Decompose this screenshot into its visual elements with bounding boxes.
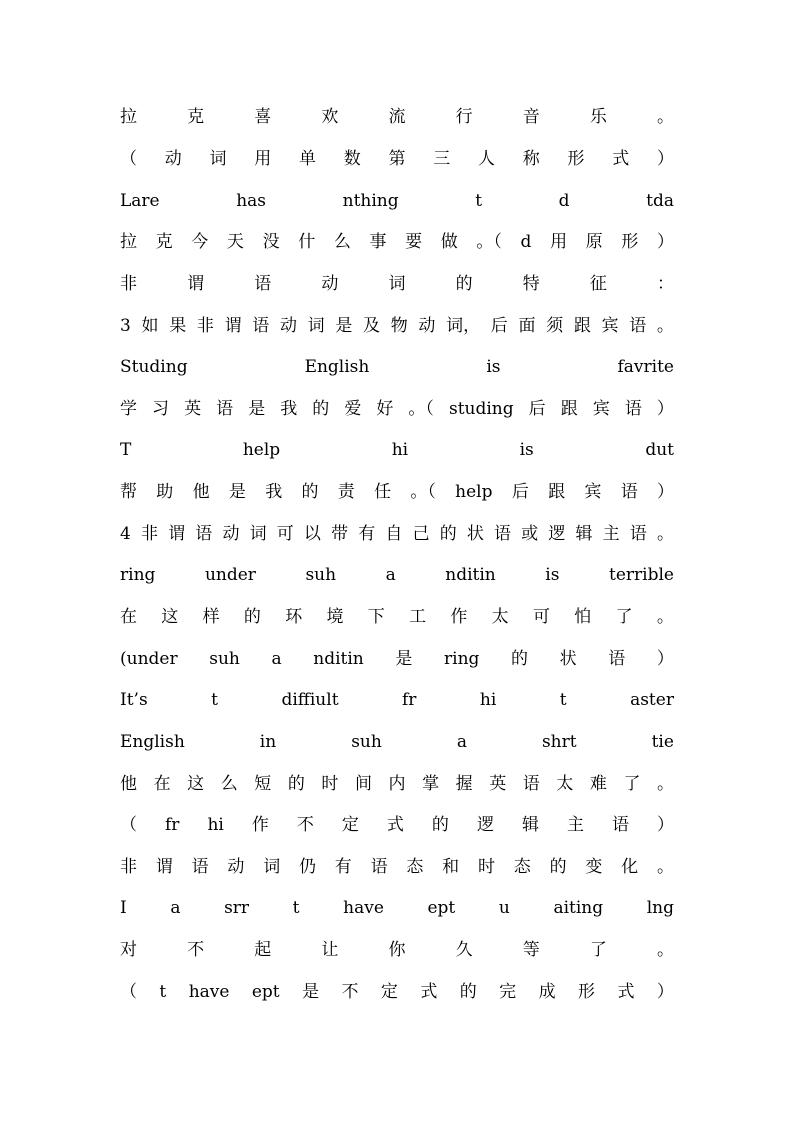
text-token: ）: [656, 398, 674, 419]
text-token: 谓: [187, 273, 205, 294]
text-token: a: [271, 648, 282, 669]
text-token: T: [120, 440, 132, 461]
text-token: studing: [448, 398, 514, 419]
text-token: 工: [409, 607, 427, 627]
text-token: 助: [156, 482, 174, 503]
text-token: 没: [262, 232, 280, 253]
text-token: srr: [224, 898, 250, 919]
text-token: 宾: [584, 482, 602, 503]
text-token: 拉: [120, 232, 137, 253]
text-token: 后: [511, 482, 529, 503]
text-token: 行: [455, 107, 473, 128]
text-token: 的: [243, 607, 261, 627]
text-token: 了: [623, 773, 641, 794]
text-token: 掌: [422, 773, 440, 794]
text-token: 的: [439, 523, 457, 544]
text-token: 动: [164, 148, 182, 169]
text-token: t: [475, 190, 483, 211]
text-token: 。: [657, 773, 674, 794]
text-token: 你: [388, 940, 406, 961]
text-token: 定: [341, 815, 359, 836]
text-token: 环: [285, 607, 303, 627]
text-token: 或: [521, 523, 539, 544]
text-line: [120, 888, 674, 930]
text-token: 态: [406, 856, 424, 877]
text-line: [120, 180, 674, 222]
text-token: 不: [341, 981, 359, 1002]
text-token: 非: [120, 273, 137, 294]
text-token: 的: [301, 482, 319, 503]
text-token: 好: [376, 398, 394, 419]
text-token: suh: [351, 731, 382, 752]
text-token: 什: [298, 232, 316, 253]
text-token: 语: [611, 815, 629, 836]
text-token: 。: [657, 940, 674, 961]
text-token: favrite: [617, 357, 674, 378]
text-token: 变: [585, 856, 603, 877]
text-token: 拉: [120, 107, 137, 128]
text-token: terrible: [609, 565, 674, 586]
text-token: 作: [450, 607, 468, 627]
text-token: 宾: [601, 315, 619, 336]
text-token: 定: [380, 981, 398, 1002]
text-line: [120, 388, 674, 430]
text-token: 任: [374, 482, 392, 503]
text-token: 形: [567, 148, 585, 169]
text-token: help: [242, 440, 281, 461]
text-token: nditin: [313, 648, 364, 669]
text-token: 形: [578, 981, 596, 1002]
text-token: 太: [556, 773, 574, 794]
text-token: 短: [254, 773, 272, 794]
text-token: 这: [161, 607, 179, 627]
text-token: ）: [657, 232, 674, 253]
text-token: 词: [307, 315, 325, 336]
text-token: t: [559, 690, 567, 711]
text-token: 用: [550, 232, 568, 253]
text-token: a: [385, 565, 396, 586]
text-line: [120, 847, 674, 889]
text-token: 起: [254, 940, 272, 961]
text-token: 谓: [155, 856, 173, 877]
text-token: 么: [220, 773, 238, 794]
text-token: 三: [433, 148, 451, 169]
text-token: 以: [303, 523, 321, 544]
text-token: 3: [120, 315, 131, 336]
text-token: 有: [358, 523, 376, 544]
text-token: 主: [566, 815, 584, 836]
text-token: 语: [629, 523, 647, 544]
text-token: d: [520, 232, 532, 253]
text-token: ）: [657, 482, 674, 503]
text-token: 动: [227, 856, 245, 877]
text-token: 跟: [573, 315, 591, 336]
text-token: 词，: [446, 315, 481, 336]
text-line: [120, 722, 674, 764]
text-token: diffiult: [281, 690, 339, 711]
text-token: 是: [248, 398, 266, 419]
text-token: 今: [191, 232, 209, 253]
text-line: [120, 597, 674, 639]
text-token: 及: [363, 315, 381, 336]
text-token: 语: [370, 856, 388, 877]
text-token: 在: [153, 773, 171, 794]
text-token: 的: [511, 648, 529, 669]
text-token: 动: [418, 315, 436, 336]
text-token: 词: [249, 523, 267, 544]
text-token: u: [498, 898, 510, 919]
text-token: tda: [646, 190, 674, 211]
text-line: [120, 763, 674, 805]
text-token: 天: [226, 232, 244, 253]
text-token: 和: [442, 856, 460, 877]
text-token: 了: [589, 940, 607, 961]
text-token: 握: [455, 773, 473, 794]
text-token: 第: [388, 148, 406, 169]
text-token: d: [558, 190, 570, 211]
text-token: 数: [343, 148, 361, 169]
text-token: 克: [187, 107, 205, 128]
text-token: 式: [386, 815, 404, 836]
text-token: 境: [326, 607, 344, 627]
text-token: help: [455, 482, 493, 503]
text-token: 特: [522, 273, 540, 294]
text-token: 式: [617, 981, 635, 1002]
text-token: 这: [187, 773, 205, 794]
text-line: [120, 347, 674, 389]
text-token: 的: [459, 981, 477, 1002]
text-token: 让: [321, 940, 339, 961]
text-line: [120, 638, 674, 680]
text-token: lng: [646, 898, 674, 919]
text-token: 成: [538, 981, 556, 1002]
text-line: [120, 805, 674, 847]
text-token: nthing: [342, 190, 399, 211]
text-token: 时: [477, 856, 495, 877]
text-token: 了: [615, 607, 633, 627]
text-token: 逻: [548, 523, 566, 544]
text-token: is: [486, 357, 501, 378]
text-token: 爱: [344, 398, 362, 419]
text-token: 他: [120, 773, 137, 794]
text-token: 动: [279, 315, 297, 336]
text-line: [120, 680, 674, 722]
text-token: 是: [335, 315, 353, 336]
text-token: 有: [334, 856, 352, 877]
text-token: 帮: [120, 482, 137, 503]
text-token: 动: [321, 273, 339, 294]
text-token: 么: [333, 232, 351, 253]
text-token: 。（: [476, 232, 502, 253]
text-token: 4: [120, 523, 131, 544]
text-token: 语: [629, 315, 647, 336]
text-token: 。（: [408, 398, 434, 419]
text-token: 非: [196, 315, 214, 336]
text-token: 状: [559, 648, 577, 669]
text-token: in: [259, 731, 277, 752]
text-token: 是: [395, 648, 413, 669]
text-token: It’s: [120, 690, 148, 711]
text-token: I: [120, 898, 127, 919]
text-token: ）: [657, 148, 674, 169]
text-line: [120, 555, 674, 597]
text-token: 。: [656, 523, 674, 544]
text-token: 跟: [560, 398, 578, 419]
text-token: 。: [656, 315, 674, 336]
text-token: fr: [165, 815, 180, 836]
text-token: 语: [522, 773, 540, 794]
text-token: 的: [431, 815, 449, 836]
text-token: ）: [656, 648, 674, 669]
text-token: 式: [612, 148, 630, 169]
text-line: [120, 139, 674, 181]
text-line: [120, 430, 674, 472]
text-line: [120, 305, 674, 347]
text-token: a: [456, 731, 467, 752]
text-token: 的: [549, 856, 567, 877]
text-token: ）: [656, 981, 674, 1002]
text-line: [120, 222, 674, 264]
text-line: [120, 930, 674, 972]
text-token: （: [120, 815, 137, 836]
text-token: have: [188, 981, 230, 1002]
text-token: 我: [280, 398, 298, 419]
text-line: [120, 264, 674, 306]
text-line: [120, 472, 674, 514]
text-token: 词: [209, 148, 227, 169]
text-token: 非: [120, 856, 137, 877]
text-token: 可: [532, 607, 550, 627]
text-token: English: [304, 357, 370, 378]
text-token: 辑: [575, 523, 593, 544]
text-token: （: [120, 981, 137, 1002]
text-token: 怕: [574, 607, 592, 627]
text-token: 称: [522, 148, 540, 169]
text-token: 太: [491, 607, 509, 627]
text-token: 。: [656, 856, 674, 877]
text-token: Studing: [120, 357, 188, 378]
text-token: 语: [494, 523, 512, 544]
text-token: 下: [367, 607, 385, 627]
text-token: 喜: [254, 107, 272, 128]
text-token: shrt: [541, 731, 577, 752]
text-token: 须: [546, 315, 564, 336]
text-token: 对: [120, 940, 137, 961]
text-token: 难: [589, 773, 607, 794]
text-token: 语: [608, 648, 626, 669]
text-token: 的: [312, 398, 330, 419]
text-token: 状: [466, 523, 484, 544]
text-token: 间: [354, 773, 372, 794]
text-token: hi: [479, 690, 497, 711]
text-token: 流: [388, 107, 406, 128]
text-token: 内: [388, 773, 406, 794]
text-token: 非: [140, 523, 158, 544]
text-token: aster: [630, 690, 674, 711]
text-token: nditin: [445, 565, 496, 586]
text-token: ept: [251, 981, 280, 1002]
text-token: is: [545, 565, 560, 586]
text-token: 英: [184, 398, 202, 419]
text-token: 语: [624, 398, 642, 419]
text-token: （: [120, 148, 137, 169]
text-token: suh: [305, 565, 337, 586]
text-token: 等: [522, 940, 540, 961]
text-token: 的: [287, 773, 305, 794]
text-token: 主: [602, 523, 620, 544]
text-token: 后: [528, 398, 546, 419]
text-token: 单: [299, 148, 316, 169]
text-token: ept: [427, 898, 456, 919]
text-token: 宾: [592, 398, 610, 419]
text-token: 样: [202, 607, 220, 627]
text-token: is: [519, 440, 534, 461]
text-token: 我: [265, 482, 283, 503]
text-token: 仍: [298, 856, 316, 877]
text-token: ring: [444, 648, 480, 669]
text-token: 自: [385, 523, 403, 544]
text-token: 语: [254, 273, 272, 294]
text-token: ring: [120, 565, 156, 586]
text-token: 原: [585, 232, 603, 253]
text-token: 带: [331, 523, 349, 544]
text-token: 克: [155, 232, 173, 253]
text-token: 语: [191, 856, 209, 877]
text-token: 学: [120, 398, 137, 419]
text-token: 欢: [321, 107, 339, 128]
text-token: Lare: [120, 190, 160, 211]
text-token: aiting: [553, 898, 604, 919]
text-token: 式: [420, 981, 438, 1002]
text-token: 人: [478, 148, 495, 169]
text-token: 己: [412, 523, 430, 544]
text-token: 事: [369, 232, 387, 253]
text-token: 谓: [168, 523, 186, 544]
text-token: 形: [621, 232, 639, 253]
text-token: 动: [222, 523, 240, 544]
text-token: 是: [228, 482, 246, 503]
text-line: [120, 97, 674, 139]
text-token: 习: [152, 398, 170, 419]
text-token: (under: [120, 648, 178, 669]
text-token: 态: [513, 856, 531, 877]
text-token: English: [120, 731, 185, 752]
text-token: 是: [302, 981, 320, 1002]
text-token: 语: [216, 398, 234, 419]
text-token: 征: [589, 273, 607, 294]
text-token: under: [204, 565, 256, 586]
text-token: t: [159, 981, 167, 1002]
text-token: 在: [120, 607, 137, 627]
text-token: 要: [405, 232, 423, 253]
text-token: 化: [621, 856, 639, 877]
text-token: 责: [337, 482, 355, 503]
text-token: 做: [440, 232, 458, 253]
text-token: t: [211, 690, 218, 711]
text-token: 。: [657, 107, 674, 128]
text-token: 语: [195, 523, 213, 544]
text-token: 词: [263, 856, 281, 877]
text-token: tie: [651, 731, 674, 752]
text-line: [120, 971, 674, 1013]
text-token: 不: [187, 940, 205, 961]
text-line: [120, 513, 674, 555]
text-token: 语: [252, 315, 270, 336]
text-token: 如: [141, 315, 159, 336]
text-token: 久: [455, 940, 473, 961]
text-token: 作: [251, 815, 269, 836]
text-token: hi: [207, 815, 224, 836]
text-token: suh: [209, 648, 240, 669]
text-token: 可: [276, 523, 294, 544]
text-token: 跟: [548, 482, 566, 503]
text-token: ）: [657, 815, 674, 836]
text-token: fr: [402, 690, 417, 711]
text-token: 音: [522, 107, 540, 128]
text-token: 。（: [410, 482, 436, 503]
text-token: 他: [192, 482, 210, 503]
text-token: 语: [620, 482, 638, 503]
text-token: dut: [645, 440, 674, 461]
text-body: [120, 97, 674, 1013]
text-token: 果: [169, 315, 187, 336]
text-token: 时: [321, 773, 339, 794]
text-token: 用: [254, 148, 272, 169]
text-token: 逻: [476, 815, 494, 836]
text-token: 。: [656, 607, 674, 627]
text-token: 乐: [589, 107, 607, 128]
text-token: 谓: [224, 315, 242, 336]
text-token: 的: [455, 273, 473, 294]
text-token: 完: [499, 981, 517, 1002]
text-token: 物: [390, 315, 408, 336]
text-token: 英: [489, 773, 507, 794]
text-token: t: [292, 898, 300, 919]
text-token: have: [343, 898, 384, 919]
text-token: ：: [657, 273, 674, 294]
text-token: 词: [388, 273, 406, 294]
text-token: 不: [296, 815, 314, 836]
text-token: 后: [490, 315, 508, 336]
text-token: 面: [518, 315, 536, 336]
text-token: has: [236, 190, 267, 211]
text-token: a: [170, 898, 181, 919]
text-token: 辑: [521, 815, 539, 836]
text-token: hi: [391, 440, 409, 461]
